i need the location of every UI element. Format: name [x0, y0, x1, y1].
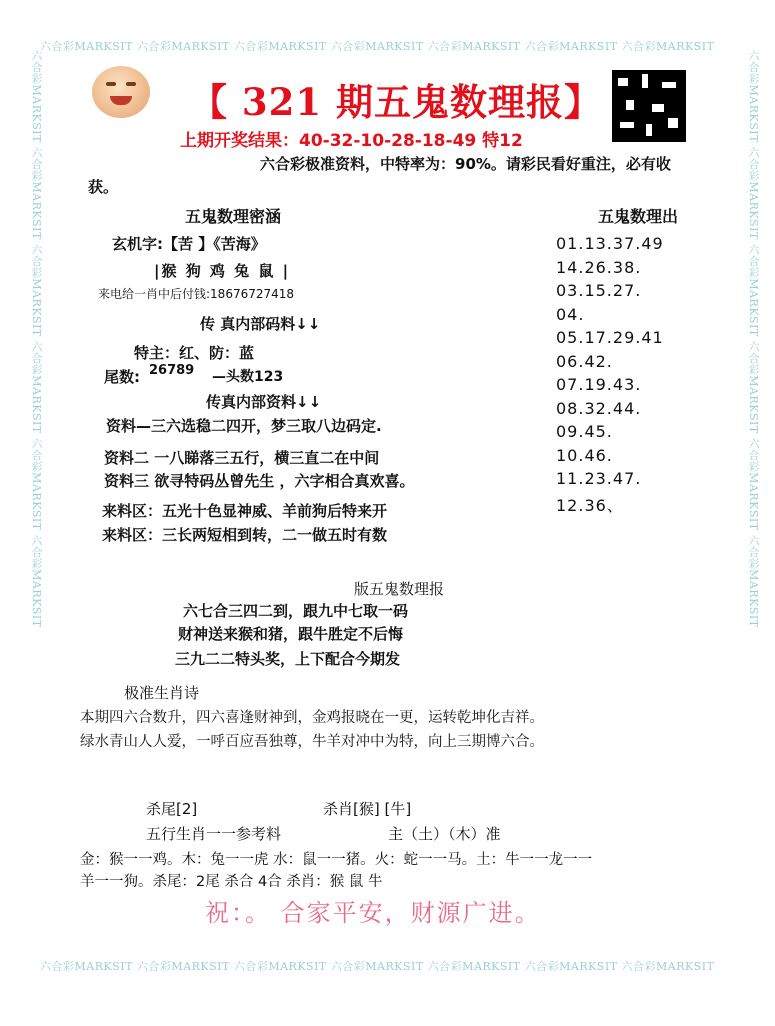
avatar-eye-left: [106, 82, 116, 86]
number-row: 10.46.: [556, 445, 613, 465]
avatar: [92, 66, 150, 118]
poem-line-1: 六七合三四二到，跟九中七取一码: [183, 602, 409, 620]
blessing-text: 祝：。 合家平安，财源广进。: [205, 899, 541, 927]
fax-heading-2: 传真内部资料↓↓: [206, 393, 322, 411]
number-list: [556, 234, 664, 516]
fax-heading-1: 传 真内部码料↓↓: [200, 315, 321, 333]
five-elements-heading: 五行生肖一一参考料: [146, 825, 282, 843]
number-row: 06.42.: [556, 351, 613, 371]
number-row: 07.19.43.: [556, 375, 642, 394]
number-row: 09.45.: [556, 422, 613, 441]
border-watermark-bottom: 六合彩MARKSIT 六合彩MARKSIT 六合彩MARKSIT 六合彩MARKSIT 六合彩MARKSIT 六合彩MARKSIT 六合彩MARKSIT: [40, 960, 715, 973]
number-row: 08.32.44.: [556, 398, 642, 418]
number-row: 04.: [556, 304, 585, 324]
tezhu-text: 特主：红、防：蓝: [134, 344, 255, 362]
number-row: 11.23.47.: [556, 469, 642, 488]
phone-text: 来电给一肖中后付钱:18676727418: [98, 287, 295, 301]
right-heading: 五鬼数理出: [598, 207, 679, 226]
five-elements-line-2: 羊一一狗。杀尾：2尾 杀合 4合 杀肖：猴 鼠 牛: [80, 874, 383, 890]
data-item-2: 资料二 一八睇落三五行，横三直二在中间: [104, 449, 380, 467]
kill-tail: 杀尾[2]: [146, 800, 198, 818]
kill-zodiac: 杀肖[猴] [牛]: [323, 800, 412, 818]
zodiac-poem-line-2: 绿水青山人人爱，一呼百应吾独尊，牛羊对冲中为特，向上三期博六合。: [80, 734, 544, 750]
five-elements-main: 主（土）（木）准: [388, 825, 501, 843]
zodiac-poem-line-1: 本期四六合数升，四六喜逢财神到，金鸡报晓在一更，运转乾坤化吉祥。: [80, 710, 544, 726]
source-area-2: 来料区：三长两短相到转，二一做五时有数: [102, 526, 388, 544]
zodiac-poem-title: 极准生肖诗: [124, 684, 200, 702]
poem-title: 版五鬼数理报: [354, 580, 445, 598]
qr-code: [612, 70, 686, 142]
number-row: 03.15.27.: [556, 281, 642, 300]
xuanji-text: 玄机字:【苦 】《苦海》: [112, 235, 266, 253]
head-value: —头数123: [212, 369, 284, 385]
last-result: 上期开奖结果：40-32-10-28-18-49 特12: [180, 131, 523, 151]
zodiac-list: |猴 狗 鸡 兔 鼠 |: [154, 262, 291, 280]
page-title: 【 321 期五鬼数理报】: [190, 80, 602, 124]
border-watermark-left: 六合彩MARKSIT 六合彩MARKSIT 六合彩MARKSIT 六合彩MARKSIT 六合彩MARKSIT 六合彩MARKSIT: [30, 50, 43, 628]
border-watermark-right: 六合彩MARKSIT 六合彩MARKSIT 六合彩MARKSIT 六合彩MARKSIT 六合彩MARKSIT 六合彩MARKSIT: [747, 50, 760, 628]
tail-value: 26789: [149, 363, 195, 378]
border-watermark-top: 六合彩MARKSIT 六合彩MARKSIT 六合彩MARKSIT 六合彩MARKSIT 六合彩MARKSIT 六合彩MARKSIT 六合彩MARKSIT: [40, 40, 715, 53]
data-item-1: 资料—三六选稳二四开，梦三取八边码定.: [106, 417, 382, 435]
number-row: 12.36、: [556, 495, 624, 515]
left-heading: 五鬼数理密涵: [185, 207, 282, 226]
number-row: 05.17.29.41: [556, 328, 664, 347]
poem-line-3: 三九二二特头奖，上下配合今期发: [175, 650, 401, 668]
intro-line-2: 获。: [88, 178, 119, 196]
intro-line-1: 六合彩极准资料，中特率为：90%。请彩民看好重注，必有收: [260, 155, 671, 173]
number-row: 14.26.38.: [556, 257, 642, 277]
tail-label: 尾数:: [104, 368, 140, 386]
avatar-eye-right: [126, 82, 136, 86]
source-area-1: 来料区：五光十色显神威、羊前狗后特来开: [102, 502, 388, 520]
data-item-3: 资料三 欲寻特码丛曾先生 ，六字相合真欢喜。: [104, 472, 415, 490]
number-row: 01.13.37.49: [556, 234, 664, 253]
avatar-mouth: [110, 96, 132, 105]
poem-line-2: 财神送来猴和猪，跟牛胜定不后悔: [178, 625, 404, 643]
five-elements-line-1: 金：猴一一鸡。木：兔一一虎 水：鼠一一猪。火：蛇一一马。土：牛一一龙一一: [80, 852, 593, 868]
